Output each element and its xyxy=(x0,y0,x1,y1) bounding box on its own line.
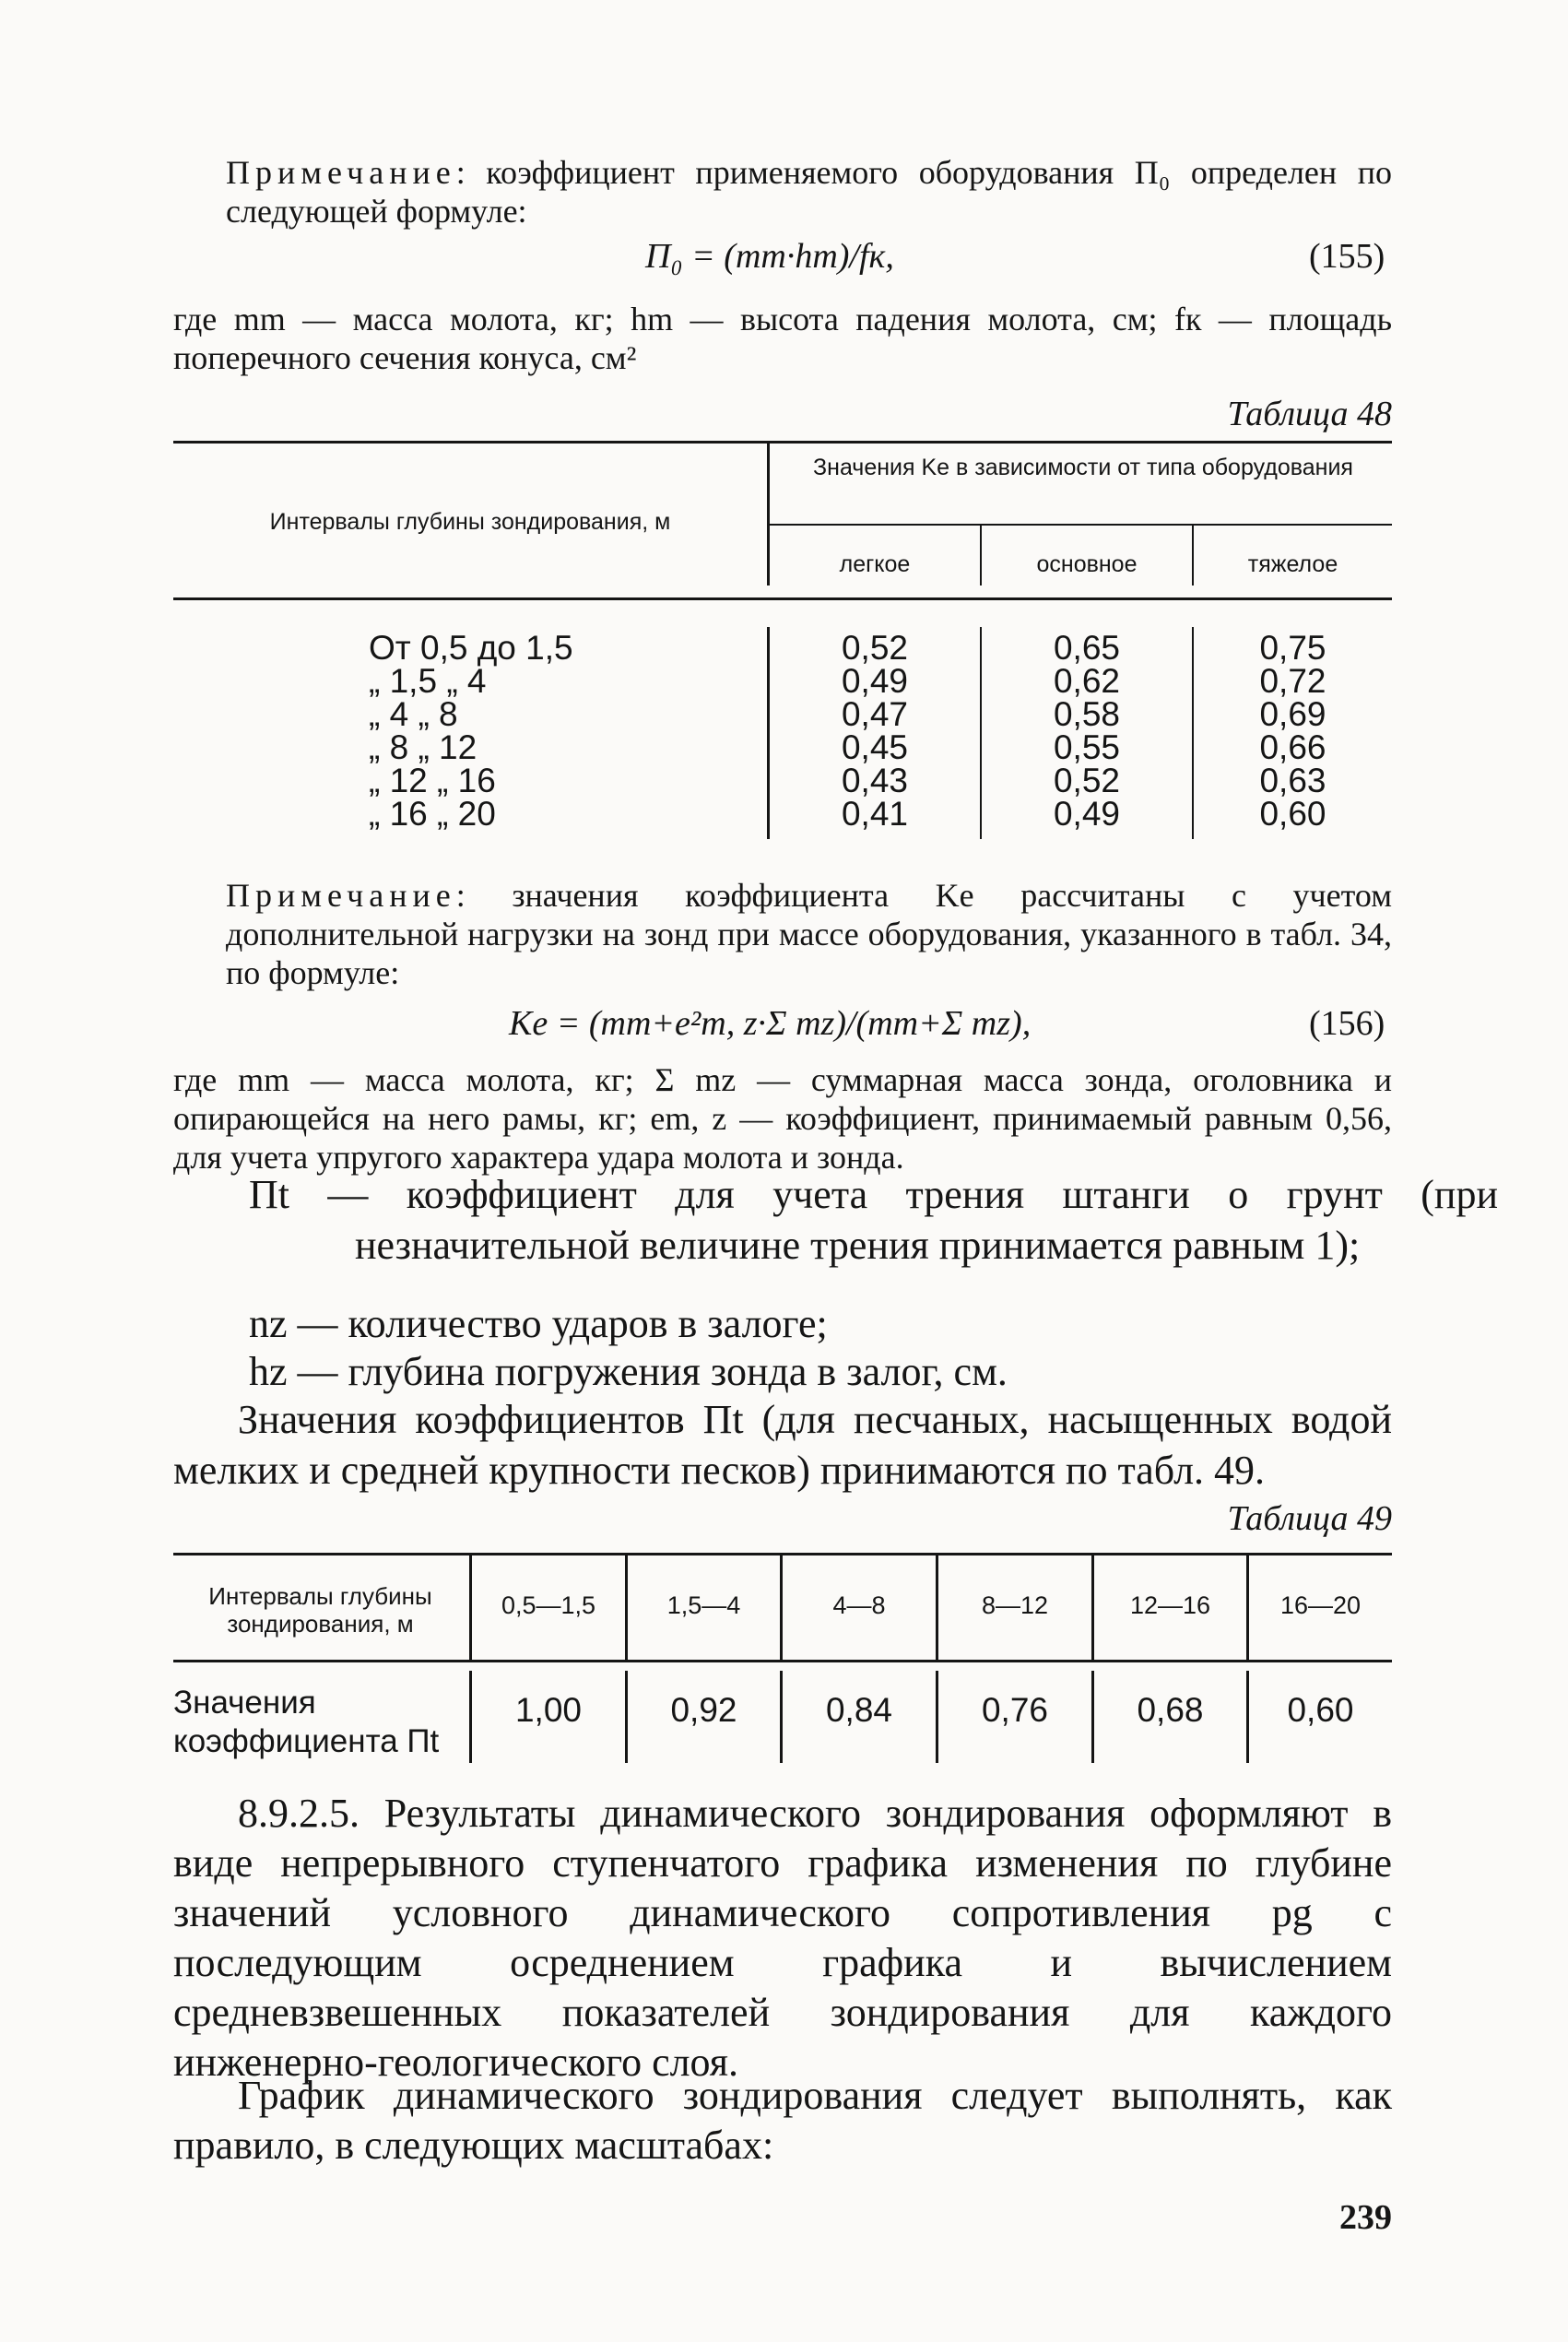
table-49-interval: 0,5—1,5 xyxy=(501,1591,596,1619)
table-48-cell: 0,43 xyxy=(841,762,908,799)
table-48-cell: 0,55 xyxy=(1053,728,1120,766)
formula-156-number: (156) xyxy=(1309,1004,1385,1043)
table-48-cell: 0,75 xyxy=(1259,629,1326,667)
table-48-header-rule xyxy=(173,597,1392,600)
table-48-intervals xyxy=(369,629,573,833)
table-49-interval: 12—16 xyxy=(1129,1591,1211,1619)
table-48-col-heavy: тяжелое xyxy=(1247,551,1338,577)
table-48-cell: 0,62 xyxy=(1053,662,1120,700)
table-48-subrule xyxy=(770,524,1392,526)
table-48-interval: „ 12 „ 16 xyxy=(369,762,496,799)
note-2-label: Примечание xyxy=(226,877,456,914)
table-48-group-header: Значения Ke в зависимости от типа оборудования xyxy=(813,455,1353,480)
note-1 xyxy=(226,153,1392,231)
table-48-cell: 0,49 xyxy=(1053,795,1120,833)
paragraph-scales: График динамического зондирования следует выполнять, как правило, в следующих масштабах: xyxy=(173,2073,1392,2168)
table-49-value: 0,84 xyxy=(825,1691,892,1729)
table-49-value: 1,00 xyxy=(514,1691,582,1729)
table-49-interval: 8—12 xyxy=(981,1591,1049,1619)
formula-155-number: (155) xyxy=(1309,237,1385,276)
table-48-interval: „ 4 „ 8 xyxy=(369,695,458,733)
page-number: 239 xyxy=(1339,2198,1392,2237)
table-49-top-rule xyxy=(173,1553,1392,1555)
table-48-interval: „ 8 „ 12 xyxy=(369,728,477,766)
table-48-cell: 0,52 xyxy=(1053,762,1120,799)
table-49-value: 0,76 xyxy=(981,1691,1048,1729)
table-48-cell: 0,60 xyxy=(1259,795,1326,833)
table-49-value: 0,60 xyxy=(1287,1691,1354,1729)
note-2-text: : значения коэффициента Ke рассчитаны с учетом дополнительной нагрузки на зонд при массе оборудования, указанного в табл. 34, по формуле: xyxy=(226,877,1392,991)
formula-156: Ke = (mm+e²m, z·Σ mz)/(mm+Σ mz), xyxy=(509,1004,1032,1043)
table-48-row-header: Интервалы глубины зондирования, м xyxy=(269,509,671,535)
table-48-cell: 0,58 xyxy=(1053,695,1120,733)
paragraph-table-49-intro: Значения коэффициентов Пt (для песчаных, насыщенных водой мелких и средней крупности песков) принимаются по табл. 49. xyxy=(173,1397,1392,1493)
table-48-top-rule xyxy=(173,441,1392,444)
formula-156-legend: где mm — масса молота, кг; Σ mz — суммарная масса зонда, оголовника и опирающейся на него рамы, кг; em, z — коэффициент, принимаемый равным 0,56, для учета упругого характера удара молота и зонда. xyxy=(173,1061,1392,1176)
table-49-caption: Таблица 49 xyxy=(1227,1499,1392,1538)
table-49-header-rule xyxy=(173,1660,1392,1662)
definition-hz: hz — глубина погружения зонда в залог, см. xyxy=(249,1349,1008,1394)
table-48-cell: 0,47 xyxy=(841,695,908,733)
table-48-cell: 0,69 xyxy=(1259,695,1326,733)
note-1-label: Примечание xyxy=(226,154,456,191)
table-48-caption: Таблица 48 xyxy=(1227,395,1392,433)
table-48-cell: 0,65 xyxy=(1053,629,1120,667)
section-8-9-2-5: 8.9.2.5. Результаты динамического зондирования оформляют в виде непрерывного ступенчатого графика изменения по глубине значений условного динамического сопротивления pg с последующим осреднением графика и вычислением средневзвешенных показателей зондирования для каждого инженерно-геологического слоя. xyxy=(173,1791,1392,2085)
table-48-cell: 0,63 xyxy=(1259,762,1326,799)
table-48-interval: „ 16 „ 20 xyxy=(369,795,496,833)
table-48-light-values xyxy=(770,629,980,833)
table-49-header-label: Интервалы глубины зондирования, м xyxy=(208,1582,432,1638)
definition-nz: nz — количество ударов в залоге; xyxy=(249,1301,828,1346)
table-48-interval: „ 1,5 „ 4 xyxy=(369,662,487,700)
table-48-col-main: основное xyxy=(1036,551,1138,577)
table-48-main-values xyxy=(982,629,1192,833)
note-1-text: : коэффициент применяемого оборудования П₀ определен по следующей формуле: xyxy=(226,154,1392,230)
table-49-row-label: Значения коэффициента Пt xyxy=(173,1685,440,1759)
definition-pt: Пt — коэффициент для учета трения штанги о грунт (при незначительной величине трения принимается равным 1); xyxy=(249,1172,1498,1268)
table-48-col-light: легкое xyxy=(839,551,911,577)
table-48-cell: 0,45 xyxy=(841,728,908,766)
formula-155: П₀ = (mm·hm)/fк, xyxy=(645,237,894,276)
table-48-cell: 0,66 xyxy=(1259,728,1326,766)
table-49-interval: 4—8 xyxy=(832,1591,886,1619)
table-48-heavy-values xyxy=(1194,629,1392,833)
formula-155-legend: где mm — масса молота, кг; hm — высота падения молота, см; fк — площадь поперечного сечения конуса, см² xyxy=(173,301,1392,376)
table-49-interval: 16—20 xyxy=(1279,1591,1362,1619)
table-49-value: 0,68 xyxy=(1137,1691,1204,1729)
note-2 xyxy=(226,876,1392,992)
table-48-cell: 0,49 xyxy=(841,662,908,700)
table-48-cell: 0,52 xyxy=(841,629,908,667)
table-49-interval: 1,5—4 xyxy=(666,1591,741,1619)
table-49-value: 0,92 xyxy=(670,1691,737,1729)
table-48-cell: 0,41 xyxy=(841,795,908,833)
table-48-cell: 0,72 xyxy=(1259,662,1326,700)
table-48-interval: От 0,5 до 1,5 xyxy=(369,629,573,667)
